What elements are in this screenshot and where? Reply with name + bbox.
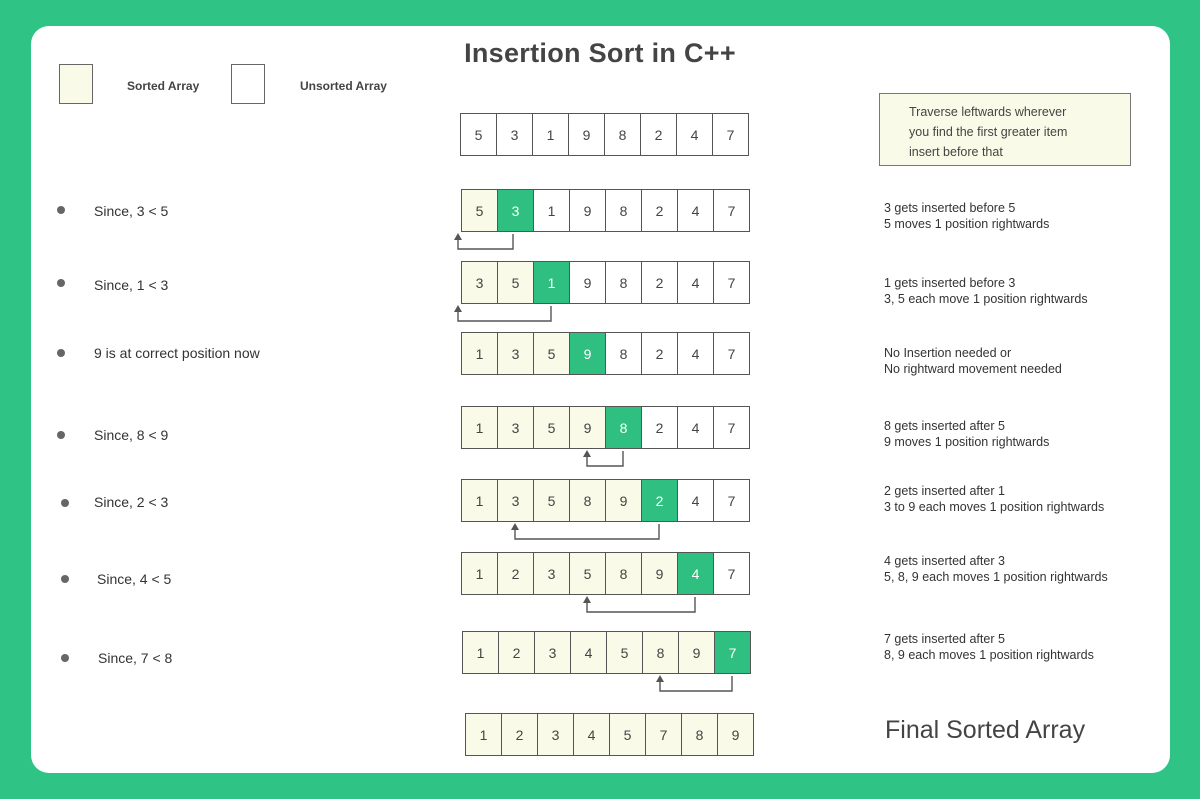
array-cell: 2 xyxy=(640,113,677,156)
step-label: 9 is at correct position now xyxy=(94,345,260,361)
array-cell: 4 xyxy=(677,479,714,522)
array-cell: 7 xyxy=(713,189,750,232)
array-cell: 7 xyxy=(713,332,750,375)
array-cell: 3 xyxy=(534,631,571,674)
array-cell: 4 xyxy=(677,189,714,232)
array-cell: 7 xyxy=(713,552,750,595)
arrowhead-icon xyxy=(583,450,591,457)
array-cell: 2 xyxy=(501,713,538,756)
step-label: Since, 8 < 9 xyxy=(94,427,169,443)
insertion-arrow-line xyxy=(587,451,623,466)
array-cell: 5 xyxy=(609,713,646,756)
array-cell: 1 xyxy=(461,479,498,522)
array-cell: 1 xyxy=(461,406,498,449)
step-label: Since, 1 < 3 xyxy=(94,277,169,293)
array-cell: 7 xyxy=(712,113,749,156)
insertion-arrow-line xyxy=(660,676,732,691)
array-cell: 8 xyxy=(605,261,642,304)
insertion-arrow-line xyxy=(587,597,695,612)
step-label: Since, 3 < 5 xyxy=(94,203,169,219)
description-line: 3, 5 each move 1 position rightwards xyxy=(884,291,1088,306)
arrowhead-icon xyxy=(583,596,591,603)
arrowhead-icon xyxy=(454,305,462,312)
array-cell: 2 xyxy=(641,261,678,304)
insertion-arrow-line xyxy=(515,524,659,539)
legend-sorted-label: Sorted Array xyxy=(127,79,200,93)
key-cell: 9 xyxy=(569,332,606,375)
array-cell: 9 xyxy=(678,631,715,674)
key-cell: 4 xyxy=(677,552,714,595)
key-cell: 1 xyxy=(533,261,570,304)
array-cell: 5 xyxy=(569,552,606,595)
step-label: Since, 2 < 3 xyxy=(94,494,169,510)
description-line: 2 gets inserted after 1 xyxy=(884,484,1005,498)
array-cell: 9 xyxy=(605,479,642,522)
array-cell: 5 xyxy=(533,479,570,522)
description-line: No rightward movement needed xyxy=(884,361,1062,376)
array-cell: 5 xyxy=(460,113,497,156)
array-cell: 3 xyxy=(497,479,534,522)
array-cell: 2 xyxy=(641,189,678,232)
description-line: No Insertion needed or xyxy=(884,346,1012,360)
array-cell: 3 xyxy=(533,552,570,595)
array-cell: 1 xyxy=(461,332,498,375)
array-cell: 3 xyxy=(497,406,534,449)
array-cell: 3 xyxy=(537,713,574,756)
array-cell: 5 xyxy=(533,406,570,449)
array-cell: 4 xyxy=(677,406,714,449)
array-cell: 9 xyxy=(717,713,754,756)
array-cell: 5 xyxy=(461,189,498,232)
array-cell: 9 xyxy=(568,113,605,156)
description-line: 9 moves 1 position rightwards xyxy=(884,434,1050,449)
description-line: 1 gets inserted before 3 xyxy=(884,276,1016,290)
description-line: 3 to 9 each moves 1 position rightwards xyxy=(884,499,1105,514)
description-line: 3 gets inserted before 5 xyxy=(884,201,1016,215)
final-sorted-label: Final Sorted Array xyxy=(885,716,1086,744)
key-cell: 7 xyxy=(714,631,751,674)
array-cell: 1 xyxy=(532,113,569,156)
arrowhead-icon xyxy=(454,233,462,240)
array-cell: 2 xyxy=(641,406,678,449)
array-cell: 4 xyxy=(677,332,714,375)
note-line: Traverse leftwards wherever xyxy=(909,105,1067,119)
insertion-arrow-line xyxy=(458,234,513,249)
array-cell: 7 xyxy=(713,406,750,449)
description-line: 8 gets inserted after 5 xyxy=(884,419,1005,433)
array-cell: 7 xyxy=(713,479,750,522)
step-label: Since, 4 < 5 xyxy=(97,571,172,587)
array-cell: 9 xyxy=(569,406,606,449)
array-cell: 2 xyxy=(641,332,678,375)
array-cell: 9 xyxy=(569,261,606,304)
array-cell: 1 xyxy=(462,631,499,674)
key-cell: 8 xyxy=(605,406,642,449)
array-cell: 4 xyxy=(573,713,610,756)
insertion-arrow-line xyxy=(458,306,551,321)
array-cell: 8 xyxy=(642,631,679,674)
array-cell: 9 xyxy=(569,189,606,232)
array-cell: 5 xyxy=(606,631,643,674)
description-line: 5 moves 1 position rightwards xyxy=(884,216,1050,231)
key-cell: 2 xyxy=(641,479,678,522)
array-cell: 7 xyxy=(713,261,750,304)
arrowhead-icon xyxy=(656,675,664,682)
array-cell: 1 xyxy=(533,189,570,232)
key-cell: 3 xyxy=(497,189,534,232)
array-cell: 1 xyxy=(465,713,502,756)
description-line: 8, 9 each moves 1 position rightwards xyxy=(884,647,1094,662)
array-cell: 7 xyxy=(645,713,682,756)
diagram-title: Insertion Sort in C++ xyxy=(464,38,736,68)
array-cell: 3 xyxy=(497,332,534,375)
step-label: Since, 7 < 8 xyxy=(98,650,173,666)
description-line: 7 gets inserted after 5 xyxy=(884,632,1005,646)
array-cell: 4 xyxy=(676,113,713,156)
array-cell: 8 xyxy=(605,189,642,232)
array-cell: 8 xyxy=(605,552,642,595)
array-cell: 2 xyxy=(498,631,535,674)
array-cell: 5 xyxy=(533,332,570,375)
note-line: you find the first greater item xyxy=(909,125,1068,139)
array-cell: 8 xyxy=(569,479,606,522)
array-cell: 8 xyxy=(604,113,641,156)
description-line: 5, 8, 9 each moves 1 position rightwards xyxy=(884,569,1108,584)
array-cell: 5 xyxy=(497,261,534,304)
array-cell: 3 xyxy=(496,113,533,156)
note-line: insert before that xyxy=(909,145,1003,159)
array-cell: 4 xyxy=(677,261,714,304)
array-cell: 4 xyxy=(570,631,607,674)
array-cell: 3 xyxy=(461,261,498,304)
arrowhead-icon xyxy=(511,523,519,530)
legend-unsorted-label: Unsorted Array xyxy=(300,79,387,93)
array-cell: 1 xyxy=(461,552,498,595)
array-cell: 8 xyxy=(681,713,718,756)
array-cell: 9 xyxy=(641,552,678,595)
description-line: 4 gets inserted after 3 xyxy=(884,554,1005,568)
array-cell: 2 xyxy=(497,552,534,595)
array-cell: 8 xyxy=(605,332,642,375)
